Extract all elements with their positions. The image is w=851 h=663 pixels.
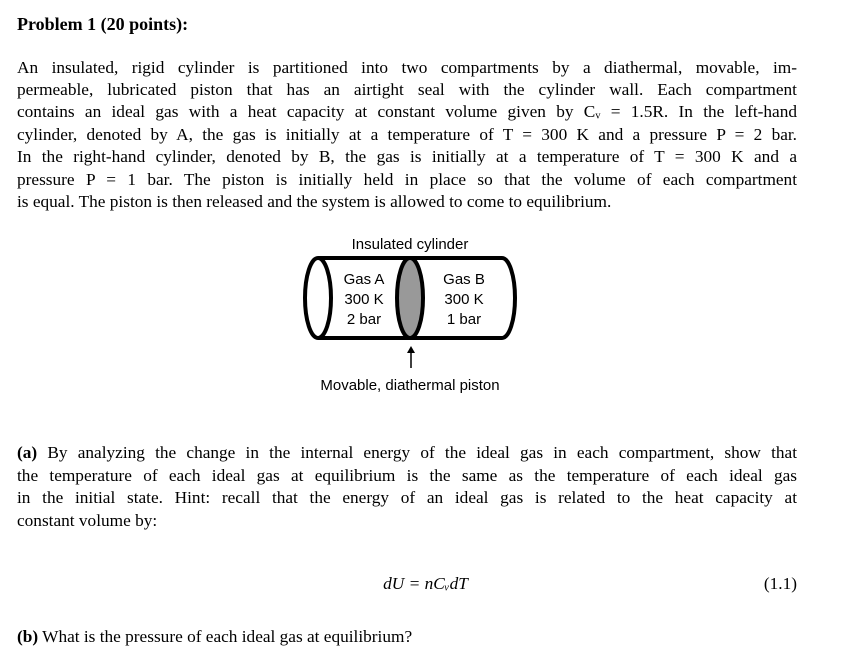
part-b-line xyxy=(17,626,797,648)
part-a-line xyxy=(17,442,797,464)
part-a-line: in the initial state. Hint: recall that the energy of an ideal gas is related to the heat capacity at xyxy=(17,488,797,507)
problem-title: Problem 1 (20 points): xyxy=(17,14,189,34)
diagram-top-label: Insulated cylinder xyxy=(351,236,469,253)
intro-line: permeable, lubricated piston that has an airtight seal with the cylinder wall. Each compartment xyxy=(17,80,797,99)
gas-b-label: Gas B xyxy=(443,271,485,288)
gas-a-temp: 300 K xyxy=(344,291,384,308)
gas-b-pressure: 1 bar xyxy=(446,311,482,328)
equation-number: (1.1) xyxy=(763,574,797,593)
part-a-text: By analyzing the change in the internal energy of the ideal gas in each compartment, show that xyxy=(47,443,797,462)
intro-line: In the right-hand cylinder, denoted by B, the gas is initially at a temperature of T = 300 K and a xyxy=(17,147,797,166)
cylinder-diagram xyxy=(290,228,530,398)
part-a-line: constant volume by: xyxy=(17,511,158,530)
intro-line: contains an ideal gas with a heat capacity at constant volume given by Cᵥ = 1.5R. In the left-hand xyxy=(17,102,797,121)
diagram-bottom-label: Movable, diathermal piston xyxy=(320,377,500,394)
part-b-text: What is the pressure of each ideal gas at equilibrium? xyxy=(42,627,413,646)
cylinder-left-end xyxy=(305,258,331,338)
intro-line: pressure P = 1 bar. The piston is initially held in place so that the volume of each compartment xyxy=(17,170,797,189)
arrow-head-icon xyxy=(407,346,415,353)
intro-line: is equal. The piston is then released and the system is allowed to come to equilibrium. xyxy=(17,192,612,211)
part-a-line: the temperature of each ideal gas at equilibrium is the same as the temperature of each ideal gas xyxy=(17,466,797,485)
gas-a-label: Gas A xyxy=(343,271,385,288)
part-a-label: (a) xyxy=(17,443,38,462)
gas-a-pressure: 2 bar xyxy=(346,311,382,328)
equation: dU = nCᵥdT xyxy=(383,574,468,593)
piston xyxy=(397,258,423,338)
part-b-label: (b) xyxy=(17,627,39,646)
gas-b-temp: 300 K xyxy=(444,291,484,308)
intro-line: cylinder, denoted by A, the gas is initially at a temperature of T = 300 K and a pressure P = 2 bar. xyxy=(17,125,797,144)
intro-line: An insulated, rigid cylinder is partitioned into two compartments by a diathermal, movable, im- xyxy=(17,58,797,77)
